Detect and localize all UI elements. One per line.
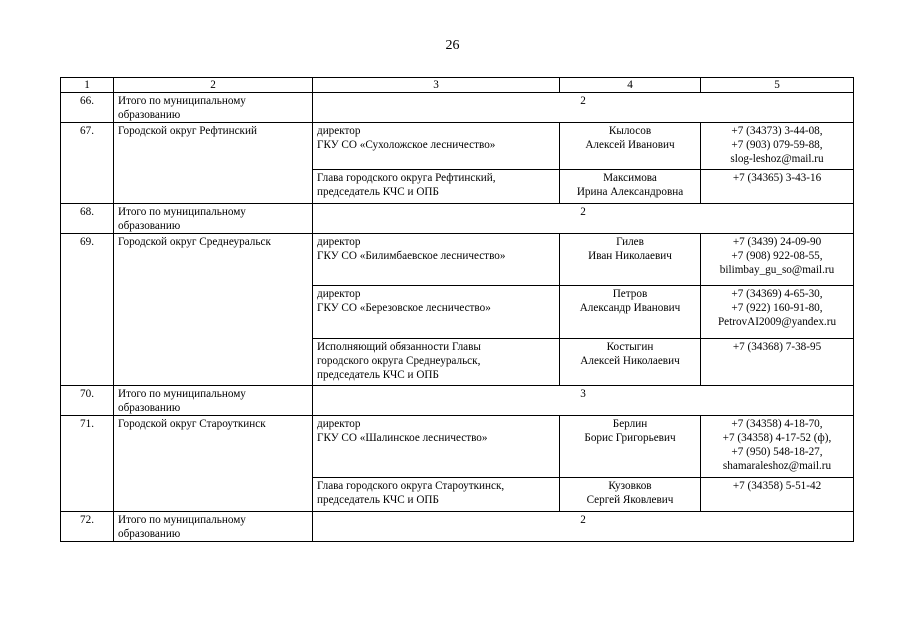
total-count: 2 (313, 512, 854, 542)
contacts-cell: +7 (34368) 7-38-95 (701, 339, 854, 386)
contacts-cell: +7 (34358) 4-18-70, +7 (34358) 4-17-52 (ф), +7 (950) 548-18-27, shamaraleshoz@mail.ru (701, 416, 854, 478)
table-row (61, 416, 854, 478)
header-row (61, 78, 854, 93)
municipality-name: Городской округ Среднеуральск (114, 234, 313, 386)
row-number: 69. (61, 234, 114, 386)
column-header: 1 (61, 78, 114, 93)
municipality-total-label: Итого по муниципальному образованию (114, 93, 313, 123)
position-cell: директор ГКУ СО «Шалинское лесничество» (313, 416, 560, 478)
row-number: 68. (61, 204, 114, 234)
municipality-name: Городской округ Рефтинский (114, 123, 313, 204)
table-row (61, 234, 854, 286)
total-row (61, 93, 854, 123)
municipality-total-label: Итого по муниципальному образованию (114, 204, 313, 234)
position-cell: директор ГКУ СО «Сухоложское лесничество» (313, 123, 560, 170)
person-cell: Берлин Борис Григорьевич (560, 416, 701, 478)
person-cell: Костыгин Алексей Николаевич (560, 339, 701, 386)
position-cell: директор ГКУ СО «Березовское лесничество» (313, 286, 560, 339)
municipality-total-label: Итого по муниципальному образованию (114, 512, 313, 542)
row-number: 67. (61, 123, 114, 204)
total-count: 2 (313, 204, 854, 234)
contacts-cell: +7 (34373) 3-44-08, +7 (903) 079-59-88, slog-leshoz@mail.ru (701, 123, 854, 170)
position-cell: директор ГКУ СО «Билимбаевское лесничество» (313, 234, 560, 286)
person-cell: Петров Александр Иванович (560, 286, 701, 339)
total-count: 2 (313, 93, 854, 123)
position-cell: Глава городского округа Рефтинский, председатель КЧС и ОПБ (313, 170, 560, 204)
contacts-cell: +7 (3439) 24-09-90 +7 (908) 922-08-55, bilimbay_gu_so@mail.ru (701, 234, 854, 286)
column-header: 3 (313, 78, 560, 93)
total-row (61, 512, 854, 542)
position-cell: Исполняющий обязанности Главы городского округа Среднеуральск, председатель КЧС и ОПБ (313, 339, 560, 386)
table-row (61, 123, 854, 170)
column-header: 5 (701, 78, 854, 93)
page-number: 26 (445, 38, 460, 53)
total-row (61, 386, 854, 416)
total-row (61, 204, 854, 234)
person-cell: Максимова Ирина Александровна (560, 170, 701, 204)
row-number: 66. (61, 93, 114, 123)
column-header: 4 (560, 78, 701, 93)
row-number: 70. (61, 386, 114, 416)
contacts-cell: +7 (34358) 5-51-42 (701, 478, 854, 512)
person-cell: Гилев Иван Николаевич (560, 234, 701, 286)
contacts-cell: +7 (34369) 4-65-30, +7 (922) 160-91-80, PetrovAI2009@yandex.ru (701, 286, 854, 339)
contacts-cell: +7 (34365) 3-43-16 (701, 170, 854, 204)
total-count: 3 (313, 386, 854, 416)
column-header: 2 (114, 78, 313, 93)
municipality-total-label: Итого по муниципальному образованию (114, 386, 313, 416)
municipality-name: Городской округ Староуткинск (114, 416, 313, 512)
person-cell: Кузовков Сергей Яковлевич (560, 478, 701, 512)
position-cell: Глава городского округа Староуткинск, председатель КЧС и ОПБ (313, 478, 560, 512)
contacts-table (60, 77, 854, 542)
row-number: 72. (61, 512, 114, 542)
row-number: 71. (61, 416, 114, 512)
person-cell: Кылосов Алексей Иванович (560, 123, 701, 170)
